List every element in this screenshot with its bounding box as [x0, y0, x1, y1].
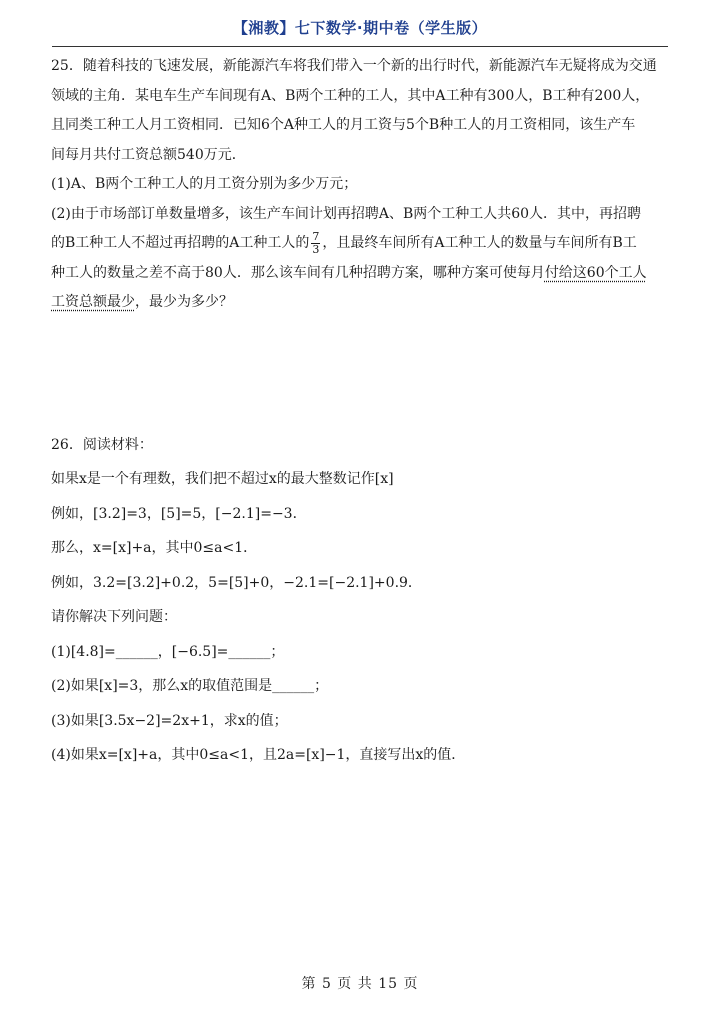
q26-part-3: (3)如果[3.5x−2]=2x+1，求x的值；: [51, 712, 288, 729]
q25-line-7-before: 的B工种工人不超过再招聘的A工种工人的: [51, 235, 310, 251]
header-rule: [52, 46, 668, 47]
q25-line-3: 且同类工种工人月工资相同．已知6个A种工人的月工资与5个B种工人的月工资相同，该生产车: [51, 117, 636, 133]
fraction-numerator: 7: [312, 229, 320, 243]
q25-line-7: [51, 229, 671, 259]
q25-part-1: (1)A、B两个工种工人的月工资分别为多少万元；: [51, 176, 358, 192]
q26-example-2: 例如，3.2=[3.2]+0.2，5=[5]+0，−2.1=[−2.1]+0.9．: [51, 574, 422, 591]
fraction-seven-thirds: [311, 231, 320, 256]
q25-line-8: [51, 259, 671, 289]
q25-line-9-emphasis: 工资总额最少: [51, 294, 135, 310]
fraction-denominator: 3: [312, 242, 320, 256]
q25-line-9: [51, 288, 671, 318]
page-number: 第 5 页 共 15 页: [301, 976, 419, 992]
q26-relation: 那么，x=[x]+a，其中0≤a<1．: [51, 540, 258, 556]
q25-line-1: 25．随着科技的飞速发展，新能源汽车将我们带入一个新的出行时代，新能源汽车无疑将成为交通: [51, 58, 657, 74]
q26-definition: 如果x是一个有理数，我们把不超过x的最大整数记作[x]: [51, 471, 394, 487]
q25-part-2: (2)由于市场部订单数量增多，该生产车间计划再招聘A、B两个工种工人共60人．其中，再招聘: [51, 205, 642, 222]
q26-part-2: (2)如果[x]=3，那么x的取值范围是______；: [51, 678, 329, 694]
q26-prompt: 请你解决下列问题：: [51, 609, 177, 625]
q25-line-7-after: ，且最终车间所有A工种工人的数量与车间所有B工: [322, 235, 637, 251]
q25-line-2: 领域的主角．某电车生产车间现有A、B两个工种的工人，其中A工种有300人，B工种有200人，: [51, 87, 650, 104]
q25-line-9-plain: ，最少为多少？: [135, 294, 233, 310]
q25-line-4: 间每月共付工资总额540万元．: [51, 146, 246, 163]
q26-example-1: 例如，[3.2]=3，[5]=5，[−2.1]=−3．: [51, 505, 307, 522]
q26-part-4: (4)如果x=[x]+a，其中0≤a<1，且2a=[x]−1，直接写出x的值．: [51, 747, 466, 763]
question-25: [51, 52, 671, 318]
answer-space: [51, 318, 671, 428]
q26-part-1: (1)[4.8]=______，[−6.5]=______；: [51, 643, 285, 660]
document-header: 【湘教】七下数学·期中卷（学生版）: [232, 19, 488, 37]
page-content: [51, 52, 671, 773]
question-26: [51, 428, 671, 773]
q25-line-8-emphasis: 付给这60个工人: [544, 264, 647, 281]
q26-title: 26．阅读材料：: [51, 436, 153, 453]
q25-line-8-plain: 种工人的数量之差不高于80人．那么该车间有几种招聘方案，哪种方案可使每月: [51, 264, 545, 281]
